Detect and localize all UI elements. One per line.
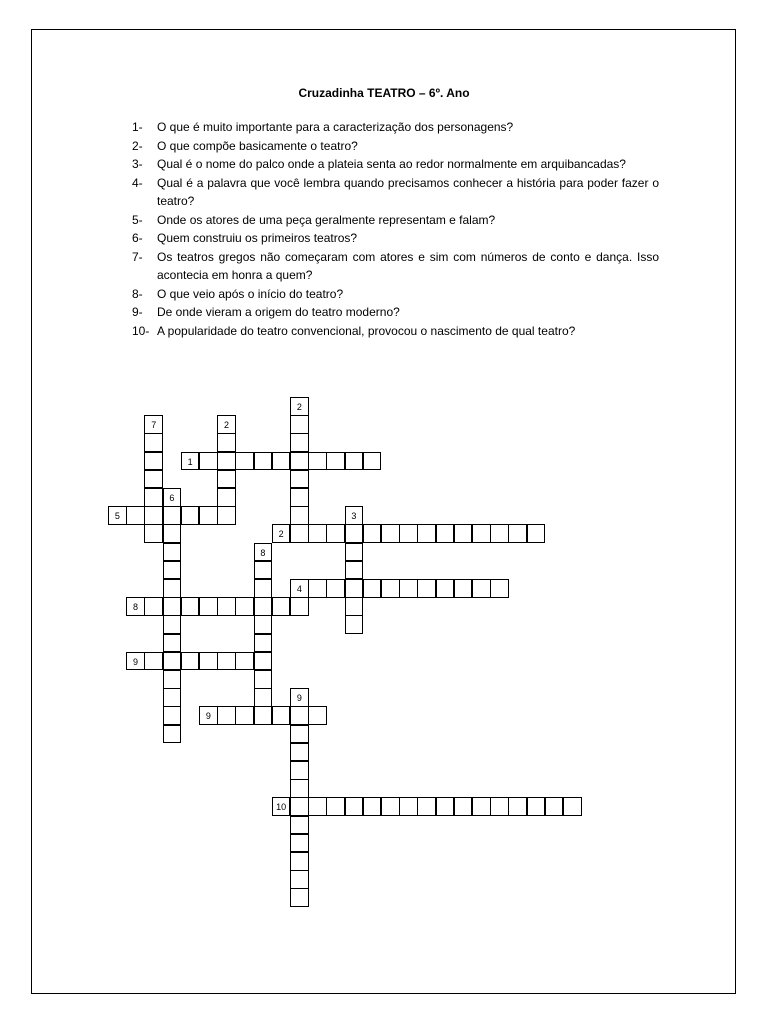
crossword-cell[interactable] [144, 652, 163, 671]
crossword-clue-cell [290, 579, 309, 598]
crossword-cell[interactable] [181, 652, 200, 671]
crossword-cell[interactable] [163, 597, 182, 616]
crossword-clue-cell [126, 652, 145, 671]
crossword-cell[interactable] [217, 488, 236, 507]
crossword-cell[interactable] [144, 506, 163, 525]
crossword-cell[interactable] [290, 816, 309, 835]
crossword-cell[interactable] [399, 579, 418, 598]
crossword-cell[interactable] [345, 597, 364, 616]
question-text: A popularidade do teatro convencional, provocou o nascimento de qual teatro? [157, 323, 576, 338]
crossword-cell[interactable] [381, 579, 400, 598]
crossword-cell[interactable] [436, 524, 455, 543]
crossword-clue-number: 6 [169, 493, 175, 503]
crossword-clue-cell [290, 397, 309, 416]
crossword-cell[interactable] [345, 579, 364, 598]
crossword-cell[interactable] [290, 706, 309, 725]
crossword-cell[interactable] [308, 797, 327, 816]
question-number: 7- [132, 249, 143, 264]
crossword-cell[interactable] [490, 524, 509, 543]
crossword-cell[interactable] [254, 452, 273, 471]
crossword-clue-cell [290, 688, 309, 707]
crossword-cell[interactable] [272, 597, 291, 616]
crossword-cell[interactable] [326, 797, 345, 816]
question-number: 5- [132, 212, 143, 227]
crossword-clue-number: 9 [205, 711, 211, 722]
crossword-cell[interactable] [345, 561, 364, 580]
crossword-cell[interactable] [417, 524, 436, 543]
crossword-cell[interactable] [144, 452, 163, 471]
question-text: De onde vieram a origem do teatro moderno? [157, 305, 400, 319]
crossword-clue-cell [217, 415, 236, 434]
question-text: Qual é o nome do palco onde a plateia senta ao redor normalmente em arquibancadas? [157, 157, 626, 171]
question-number: 10- [132, 323, 150, 338]
crossword-cell[interactable] [163, 634, 182, 653]
crossword-cell[interactable] [308, 579, 327, 598]
crossword-cell[interactable] [326, 579, 345, 598]
crossword-cell[interactable] [199, 452, 218, 471]
crossword-cell[interactable] [144, 470, 163, 489]
crossword-cell[interactable] [235, 452, 254, 471]
crossword-cell[interactable] [217, 706, 236, 725]
crossword-cell[interactable] [436, 579, 455, 598]
question-text: O que é muito importante para a caracterização dos personagens? [157, 120, 514, 134]
crossword-cell[interactable] [472, 579, 491, 598]
crossword-cell[interactable] [454, 797, 473, 816]
crossword-cell[interactable] [345, 452, 364, 471]
crossword-cell[interactable] [235, 706, 254, 725]
question-number: 3- [132, 157, 143, 171]
crossword-cell[interactable] [181, 597, 200, 616]
crossword-cell[interactable] [345, 524, 364, 543]
crossword-cell[interactable] [199, 652, 218, 671]
crossword-cell[interactable] [235, 597, 254, 616]
crossword-cell[interactable] [454, 579, 473, 598]
crossword-clue-cell [126, 597, 145, 616]
crossword-clue-number: 2 [278, 529, 284, 540]
crossword-clue-number: 4 [296, 584, 302, 594]
crossword-clue-cell [345, 506, 364, 525]
crossword-clue-cell [272, 524, 291, 543]
question-text: Os teatros gregos não começaram com atores e sim com números de conto e dança. Isso acontecia em honra a quem? [157, 249, 659, 282]
crossword-cell[interactable] [163, 652, 182, 671]
crossword-cell[interactable] [163, 706, 182, 725]
crossword-cell[interactable] [254, 634, 273, 653]
crossword-cell[interactable] [508, 797, 527, 816]
question-text: Quem construiu os primeiros teatros? [157, 231, 358, 245]
crossword-cell[interactable] [472, 524, 491, 543]
crossword-cell[interactable] [290, 433, 309, 452]
crossword-cell[interactable] [545, 797, 564, 816]
crossword-cell[interactable] [254, 688, 273, 707]
crossword-cell[interactable] [254, 706, 273, 725]
crossword-cell[interactable] [254, 670, 273, 689]
crossword-cell[interactable] [254, 615, 273, 634]
crossword-cell[interactable] [199, 506, 218, 525]
crossword-cell[interactable] [527, 797, 546, 816]
crossword-cell[interactable] [363, 452, 382, 471]
crossword-cell[interactable] [199, 597, 218, 616]
crossword-cell[interactable] [163, 543, 182, 562]
crossword-clue-number: 8 [260, 547, 266, 558]
crossword-cell[interactable] [290, 761, 309, 780]
crossword-clue-number: 1 [187, 456, 193, 467]
question-text: Onde os atores de uma peça geralmente representam e falam? [157, 212, 496, 227]
crossword-cell[interactable] [144, 433, 163, 452]
crossword-cell[interactable] [163, 615, 182, 634]
crossword-cell[interactable] [235, 652, 254, 671]
crossword-cell[interactable] [163, 670, 182, 689]
crossword-cell[interactable] [417, 797, 436, 816]
crossword-cell[interactable] [254, 597, 273, 616]
crossword-cell[interactable] [417, 579, 436, 598]
crossword-cell[interactable] [399, 524, 418, 543]
crossword-cell[interactable] [217, 470, 236, 489]
crossword-cell[interactable] [217, 652, 236, 671]
crossword-cell[interactable] [308, 524, 327, 543]
crossword-cell[interactable] [290, 870, 309, 889]
crossword-cell[interactable] [363, 797, 382, 816]
crossword-cell[interactable] [381, 797, 400, 816]
crossword-cell[interactable] [144, 524, 163, 543]
crossword-cell[interactable] [290, 470, 309, 489]
crossword-cell[interactable] [272, 452, 291, 471]
crossword-clue-number: 2 [224, 420, 230, 431]
crossword-cell[interactable] [290, 506, 309, 525]
crossword-cell[interactable] [163, 725, 182, 744]
crossword-cell[interactable] [217, 452, 236, 471]
crossword-cell[interactable] [290, 779, 309, 798]
crossword-clue-number: 10 [276, 802, 287, 813]
crossword-cell[interactable] [290, 852, 309, 871]
crossword-cell[interactable] [381, 524, 400, 543]
crossword-clue-number: 2 [296, 402, 302, 412]
crossword-cell[interactable] [490, 797, 509, 816]
crossword-clue-number: 8 [133, 602, 139, 613]
crossword-clue-cell [108, 506, 127, 525]
crossword-cell[interactable] [254, 579, 273, 598]
question-text: Qual é a palavra que você lembra quando precisamos conhecer a história para poder fazer o teatro? [157, 175, 659, 208]
question-number: 4- [132, 175, 143, 190]
crossword-cell[interactable] [144, 488, 163, 507]
crossword-cell[interactable] [163, 506, 182, 525]
crossword-cell[interactable] [181, 506, 200, 525]
crossword-cell[interactable] [290, 452, 309, 471]
crossword-cell[interactable] [163, 579, 182, 598]
crossword-cell[interactable] [254, 561, 273, 580]
crossword-cell[interactable] [326, 452, 345, 471]
crossword-clue-cell [199, 706, 218, 725]
crossword-cell[interactable] [290, 415, 309, 434]
crossword-clue-cell [163, 488, 182, 507]
crossword-clue-number: 9 [133, 656, 139, 667]
crossword-cell[interactable] [363, 524, 382, 543]
crossword-cell[interactable] [290, 743, 309, 762]
crossword-clue-number: 9 [296, 693, 302, 704]
crossword-cell[interactable] [563, 797, 582, 816]
crossword-clue-cell [144, 415, 163, 434]
crossword-clue-number: 5 [114, 511, 120, 522]
crossword-cell[interactable] [508, 524, 527, 543]
crossword-clue-number: 3 [351, 511, 357, 522]
crossword-cell[interactable] [290, 834, 309, 853]
crossword-cell[interactable] [126, 506, 145, 525]
crossword-cell[interactable] [363, 579, 382, 598]
crossword-cell[interactable] [345, 797, 364, 816]
crossword-cell[interactable] [399, 797, 418, 816]
crossword-clue-number: 7 [151, 420, 157, 431]
question-number: 8- [132, 286, 143, 301]
crossword-cell[interactable] [217, 433, 236, 452]
question-number: 9- [132, 305, 143, 319]
question-text: O que compõe basicamente o teatro? [157, 138, 358, 153]
crossword-cell[interactable] [290, 488, 309, 507]
crossword-cell[interactable] [254, 652, 273, 671]
crossword-cell[interactable] [217, 597, 236, 616]
crossword-clue-cell [254, 543, 273, 562]
crossword-cell[interactable] [326, 524, 345, 543]
question-text: O que veio após o início do teatro? [157, 286, 344, 301]
crossword-cell[interactable] [472, 797, 491, 816]
crossword-cell[interactable] [308, 706, 327, 725]
question-number: 1- [132, 120, 143, 134]
crossword-cell[interactable] [490, 579, 509, 598]
crossword-cell[interactable] [217, 506, 236, 525]
crossword-cell[interactable] [290, 725, 309, 744]
crossword-cell[interactable] [345, 615, 364, 634]
crossword-cell[interactable] [436, 797, 455, 816]
crossword-cell[interactable] [290, 524, 309, 543]
crossword-clue-cell [181, 452, 200, 471]
worksheet-title: Cruzadinha TEATRO – 6º. Ano [298, 86, 470, 100]
crossword-cell[interactable] [308, 452, 327, 471]
crossword-clue-cell [272, 797, 291, 816]
crossword-cell[interactable] [527, 524, 546, 543]
question-number: 2- [132, 138, 143, 153]
crossword-cell[interactable] [290, 597, 309, 616]
crossword-cell[interactable] [290, 797, 309, 816]
crossword-cell[interactable] [272, 706, 291, 725]
crossword-cell[interactable] [345, 543, 364, 562]
crossword-cell[interactable] [144, 597, 163, 616]
crossword-cell[interactable] [163, 561, 182, 580]
crossword-cell[interactable] [163, 524, 182, 543]
crossword-cell[interactable] [290, 888, 309, 907]
crossword-cell[interactable] [454, 524, 473, 543]
crossword-cell[interactable] [163, 688, 182, 707]
question-number: 6- [132, 231, 143, 245]
